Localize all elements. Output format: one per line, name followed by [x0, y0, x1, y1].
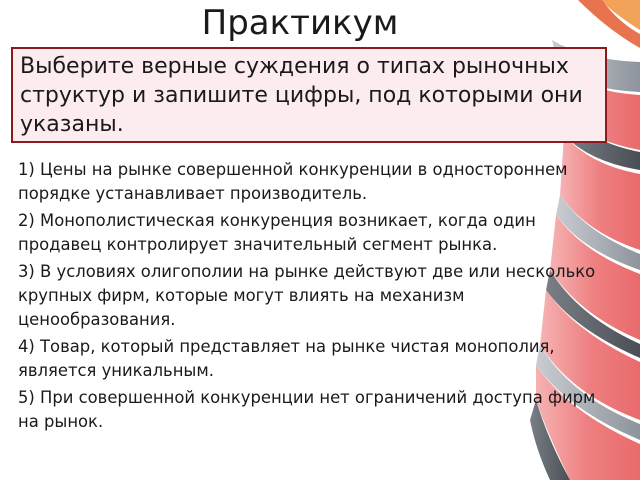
list-item	[18, 158, 608, 206]
statement-text: В условиях олигополии на рынке действуют две или несколько крупных фирм, которые могут влиять на механизм ценообразования.	[18, 262, 596, 329]
slide-title: Практикум	[201, 3, 399, 43]
task-box: Выберите верные суждения о типах рыночных структур и запишите цифры, под которыми они указаны.	[11, 47, 607, 143]
statement-number: 3)	[18, 262, 35, 281]
statement-number: 4)	[18, 337, 35, 356]
statement-text: Цены на рынке совершенной конкуренции в одностороннем порядке устанавливает производитель.	[18, 160, 568, 203]
statement-list	[18, 158, 608, 437]
list-item	[18, 209, 608, 257]
statement-text: При совершенной конкуренции нет ограничений доступа фирм на рынок.	[18, 388, 596, 431]
statement-number: 2)	[18, 211, 35, 230]
statement-text: Монополистическая конкуренция возникает, когда один продавец контролирует значительный сегмент рынка.	[18, 211, 536, 254]
list-item	[18, 335, 608, 383]
statement-text: Товар, который представляет на рынке чистая монополия, является уникальным.	[18, 337, 555, 380]
statement-number: 1)	[18, 160, 35, 179]
list-item	[18, 386, 608, 434]
statement-number: 5)	[18, 388, 35, 407]
list-item	[18, 260, 608, 332]
